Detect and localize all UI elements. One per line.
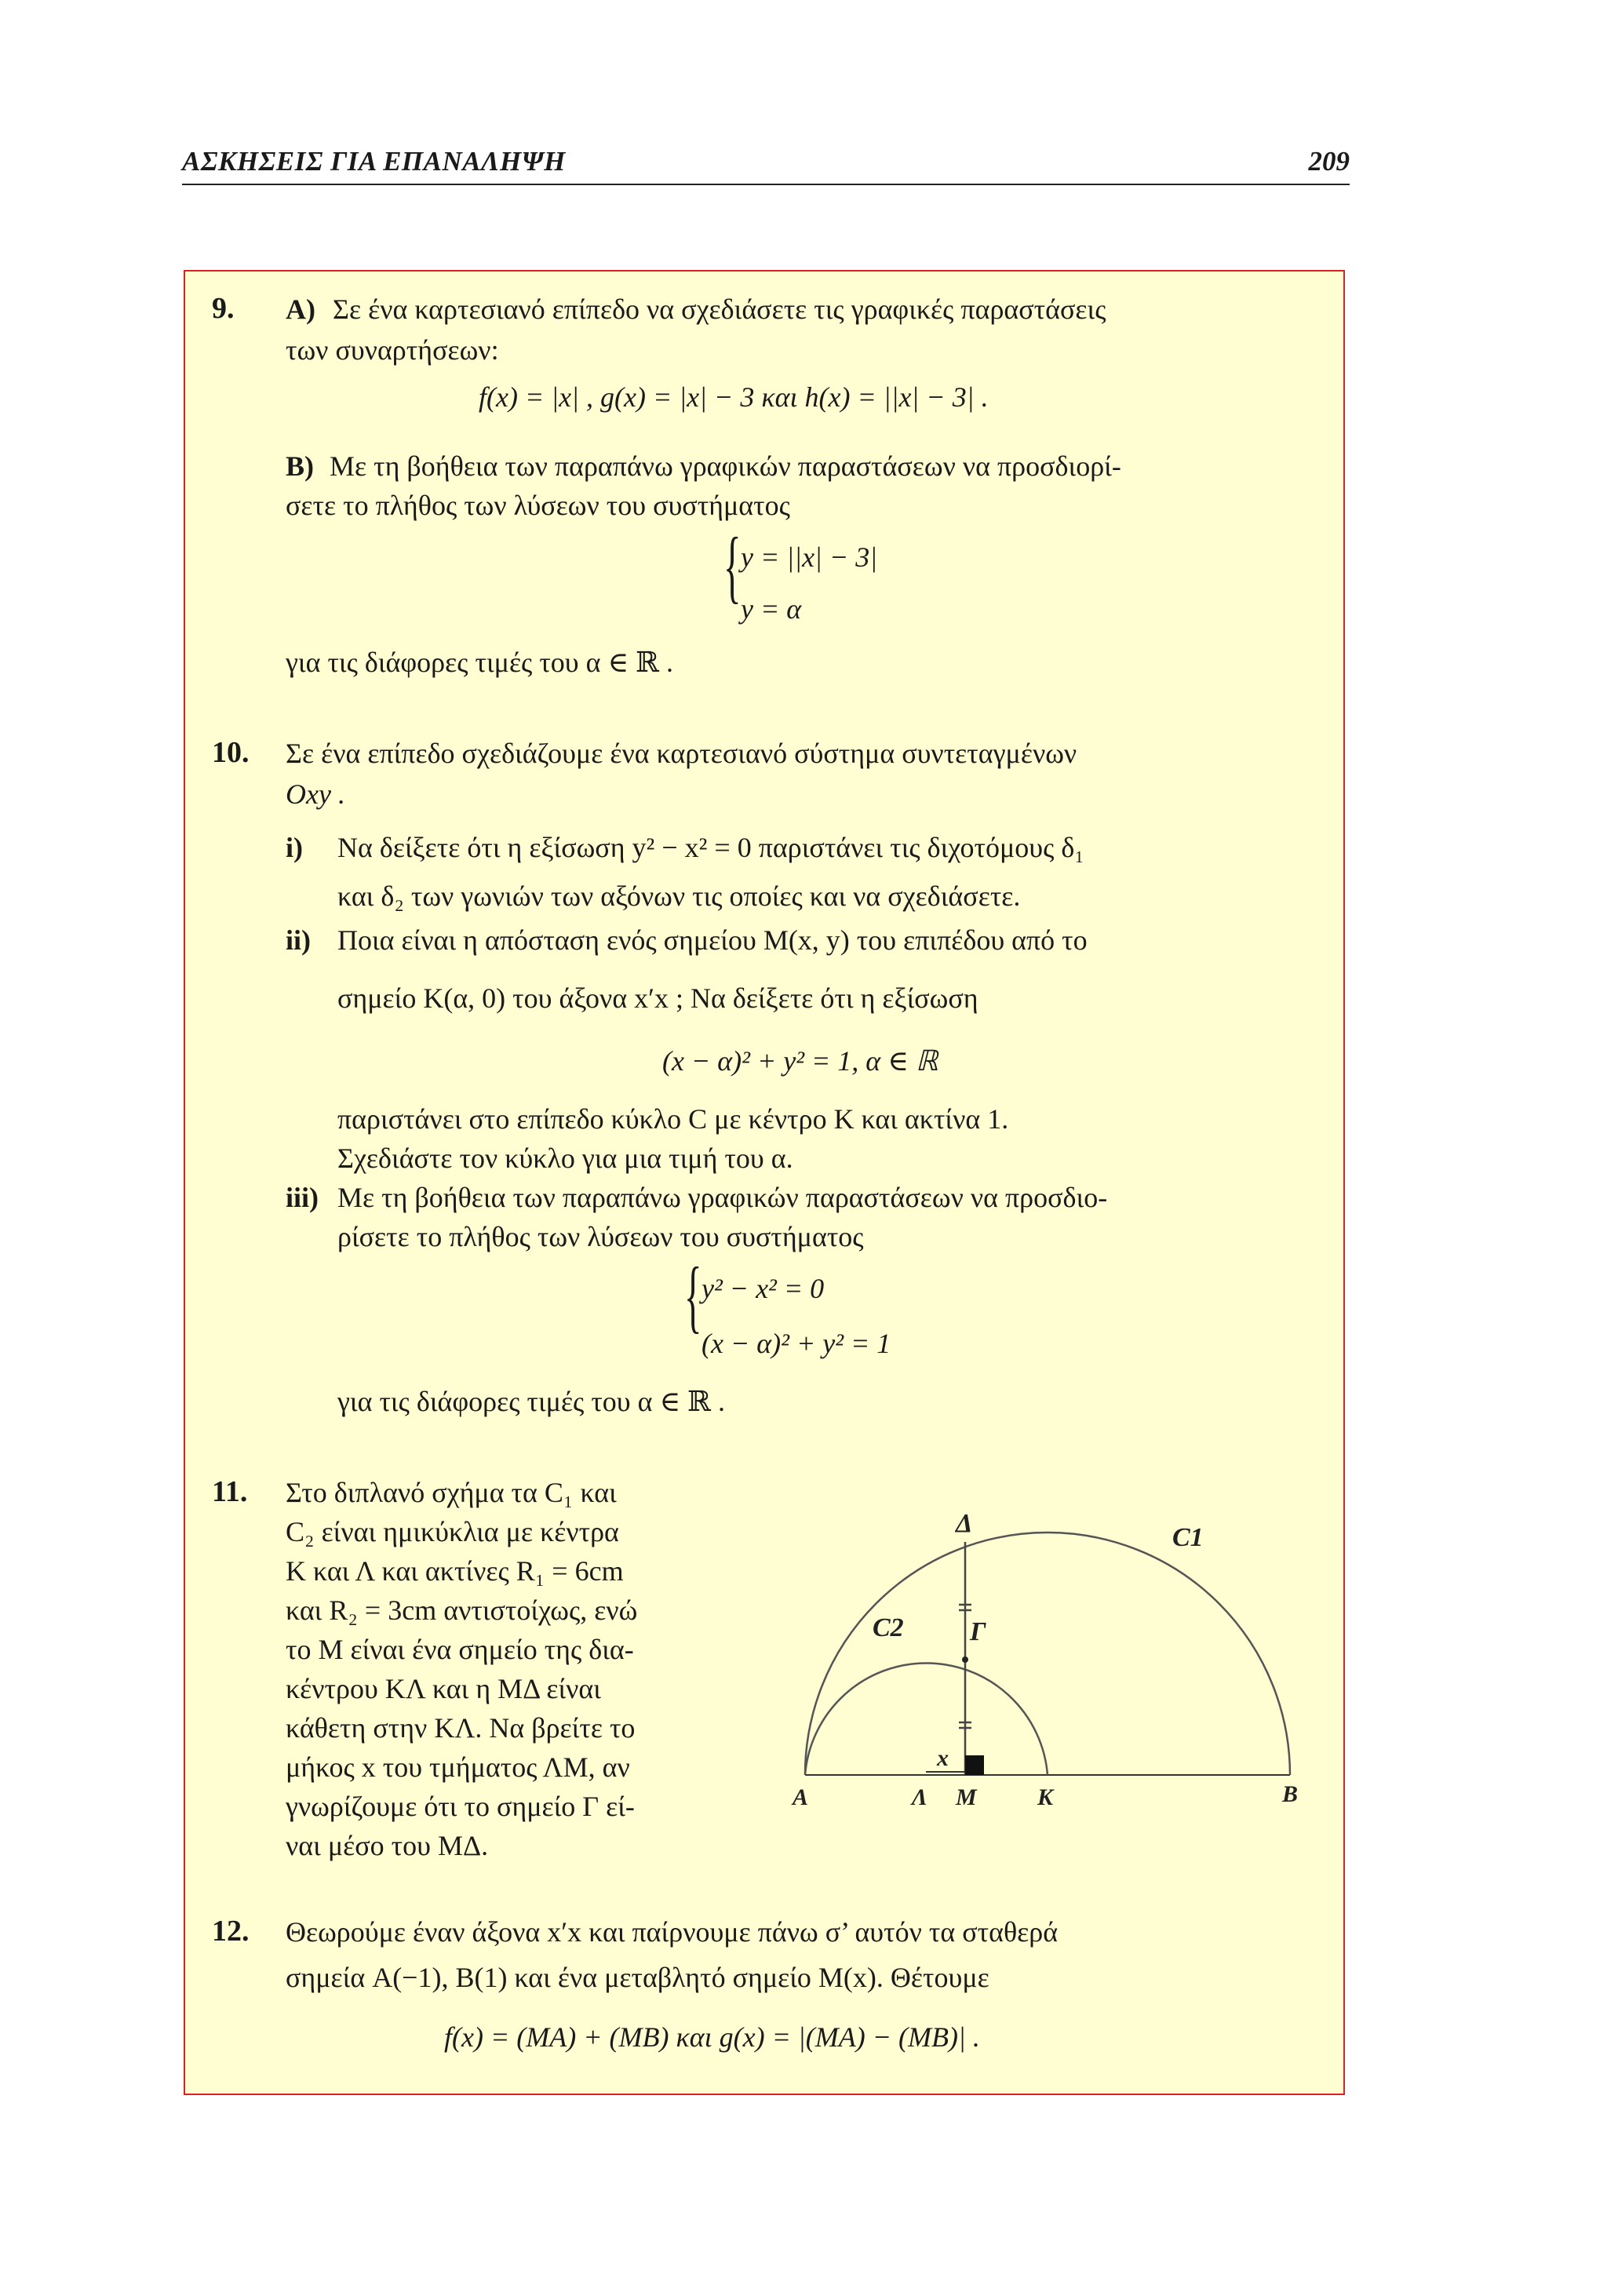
label-c2: C2 bbox=[873, 1613, 904, 1642]
label-delta: Δ bbox=[956, 1509, 973, 1538]
ex11-line: Στο διπλανό σχήμα τα C₁ και bbox=[286, 1477, 617, 1508]
ex10-iii-line2: ρίσετε το πλήθος των λύσεων του συστήματος bbox=[337, 1221, 864, 1252]
ex10-iii-label: iii) bbox=[286, 1182, 319, 1213]
right-angle-marker bbox=[965, 1755, 984, 1775]
ex9-partB-line2: σετε το πλήθος των λύσεων του συστήματος bbox=[286, 490, 790, 521]
ex11-line: C₂ είναι ημικύκλια με κέντρα bbox=[286, 1516, 619, 1547]
ex12-functions: f(x) = (MA) + (MB) και g(x) = |(MA) − (MB)| . bbox=[444, 2021, 980, 2053]
ex10-ii-line2: σημείο K(α, 0) του άξονα x′x ; Να δείξετε ότι η εξίσωση bbox=[337, 982, 978, 1014]
ex12-line1: Θεωρούμε έναν άξονα x′x και παίρνουμε πάνω σ’ αυτόν τα σταθερά bbox=[286, 1916, 1059, 1948]
ex10-i-line2: και δ₂ των γωνιών των αξόνων τις οποίες και να σχεδιάσετε. bbox=[337, 880, 1021, 912]
ex10-intro-line1: Σε ένα επίπεδο σχεδιάζουμε ένα καρτεσιανό σύστημα συντεταγμένων bbox=[286, 738, 1077, 769]
ex9-system-brace: { bbox=[723, 521, 742, 611]
semicircles-figure bbox=[782, 1475, 1315, 1820]
page-header bbox=[182, 140, 1350, 185]
ex9-system-eq2: y = α bbox=[741, 593, 802, 625]
exercise-10-number: 10. bbox=[212, 736, 250, 769]
ex10-ii-label: ii) bbox=[286, 924, 311, 956]
exercise-12-number: 12. bbox=[212, 1915, 250, 1948]
ex10-closing: για τις διάφορες τιμές του α ∈ ℝ . bbox=[337, 1386, 726, 1417]
ex11-line: K και Λ και ακτίνες R₁ = 6cm bbox=[286, 1555, 624, 1587]
ex11-line: και R₂ = 3cm αντιστοίχως, ενώ bbox=[286, 1594, 638, 1626]
ex11-line: γνωρίζουμε ότι το σημείο Γ εί- bbox=[286, 1791, 635, 1822]
label-c1: C1 bbox=[1172, 1523, 1204, 1552]
ex11-line: μήκος x του τμήματος ΛM, αν bbox=[286, 1751, 630, 1783]
exercise-11-number: 11. bbox=[212, 1475, 248, 1508]
ex9-partA-line2: των συναρτήσεων: bbox=[286, 334, 499, 366]
ex11-line: το M είναι ένα σημείο της δια- bbox=[286, 1634, 634, 1665]
exercise-9-number: 9. bbox=[212, 292, 235, 325]
label-gamma: Γ bbox=[970, 1617, 986, 1646]
ex10-i-line1: Να δείξετε ότι η εξίσωση y² − x² = 0 παριστάνει τις διχοτόμους δ₁ bbox=[337, 832, 1084, 863]
ex10-system-eq2: (x − α)² + y² = 1 bbox=[701, 1328, 891, 1359]
label-m: M bbox=[956, 1784, 977, 1810]
label-a: A bbox=[793, 1784, 809, 1810]
label-k: K bbox=[1037, 1784, 1054, 1810]
semicircle-c1 bbox=[805, 1532, 1290, 1775]
ex9-partA-label: Α) bbox=[286, 293, 315, 325]
page-number: 209 bbox=[1308, 146, 1350, 177]
chapter-title: ΑΣΚΗΣΕΙΣ ΓΙΑ ΕΠΑΝΑΛΗΨΗ bbox=[182, 146, 566, 177]
ex9-functions: f(x) = |x| , g(x) = |x| − 3 και h(x) = ||x| − 3| . bbox=[479, 381, 989, 413]
label-x: x bbox=[937, 1745, 949, 1771]
ex9-partB-label: Β) bbox=[286, 450, 314, 482]
point-gamma bbox=[962, 1656, 968, 1663]
ex10-intro-line2: Oxy . bbox=[286, 778, 345, 810]
ex10-system-eq1: y² − x² = 0 bbox=[701, 1273, 825, 1304]
ex9-partA-line1: Σε ένα καρτεσιανό επίπεδο να σχεδιάσετε τις γραφικές παραστάσεις bbox=[333, 293, 1106, 325]
ex11-line: κάθετη στην KΛ. Να βρείτε το bbox=[286, 1712, 636, 1744]
ex10-system-brace: { bbox=[684, 1251, 702, 1341]
ex10-i-label: i) bbox=[286, 832, 303, 863]
ex11-line: κέντρου KΛ και η MΔ είναι bbox=[286, 1673, 601, 1704]
ex10-ii-line4: Σχεδιάστε τον κύκλο για μια τιμή του α. bbox=[337, 1143, 793, 1174]
ex10-ii-line1: Ποια είναι η απόσταση ενός σημείου M(x, y) του επιπέδου από το bbox=[337, 924, 1088, 956]
label-lambda: Λ bbox=[912, 1784, 928, 1810]
ex10-ii-line3: παριστάνει στο επίπεδο κύκλο C με κέντρο K και ακτίνα 1. bbox=[337, 1103, 1009, 1135]
ex9-closing: για τις διάφορες τιμές του α ∈ ℝ . bbox=[286, 647, 674, 678]
label-b: B bbox=[1282, 1781, 1299, 1807]
ex12-line2: σημεία A(−1), B(1) και ένα μεταβλητό σημείο M(x). Θέτουμε bbox=[286, 1962, 989, 1993]
ex10-iii-line1: Με τη βοήθεια των παραπάνω γραφικών παραστάσεων να προσδιο- bbox=[337, 1182, 1108, 1213]
ex9-system-eq1: y = ||x| − 3| bbox=[741, 541, 878, 573]
ex11-line: ναι μέσο του MΔ. bbox=[286, 1830, 489, 1861]
ex10-ii-equation: (x − α)² + y² = 1, α ∈ ℝ bbox=[662, 1045, 938, 1077]
semicircle-c2 bbox=[805, 1663, 1048, 1775]
ex9-partB-line1: Με τη βοήθεια των παραπάνω γραφικών παραστάσεων να προσδιορί- bbox=[330, 450, 1121, 482]
